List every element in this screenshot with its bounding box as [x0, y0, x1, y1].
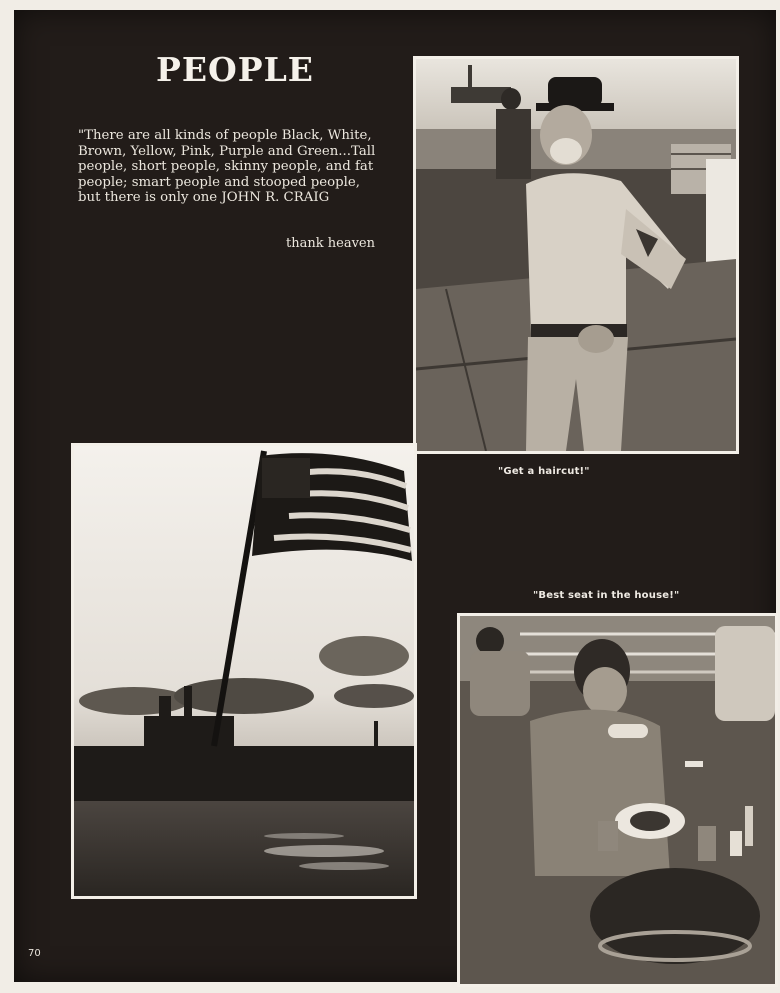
page-title: PEOPLE [156, 50, 314, 89]
page-number: 70 [28, 948, 41, 959]
sailor-photo [413, 56, 739, 454]
deck-meal-photo-caption: "Best seat in the house!" [533, 590, 680, 601]
sailor-photo-caption: "Get a haircut!" [498, 466, 590, 477]
flag-photo [71, 443, 417, 899]
quote-signoff: thank heaven [286, 236, 375, 251]
deck-meal-photo [457, 613, 778, 987]
quote-text: "There are all kinds of people Black, White, Brown, Yellow, Pink, Purple and Green...Tall people, short people, skinny people, and fat people; smart people and stooped people, but there is only one JOHN R. CRAIG [78, 128, 376, 206]
